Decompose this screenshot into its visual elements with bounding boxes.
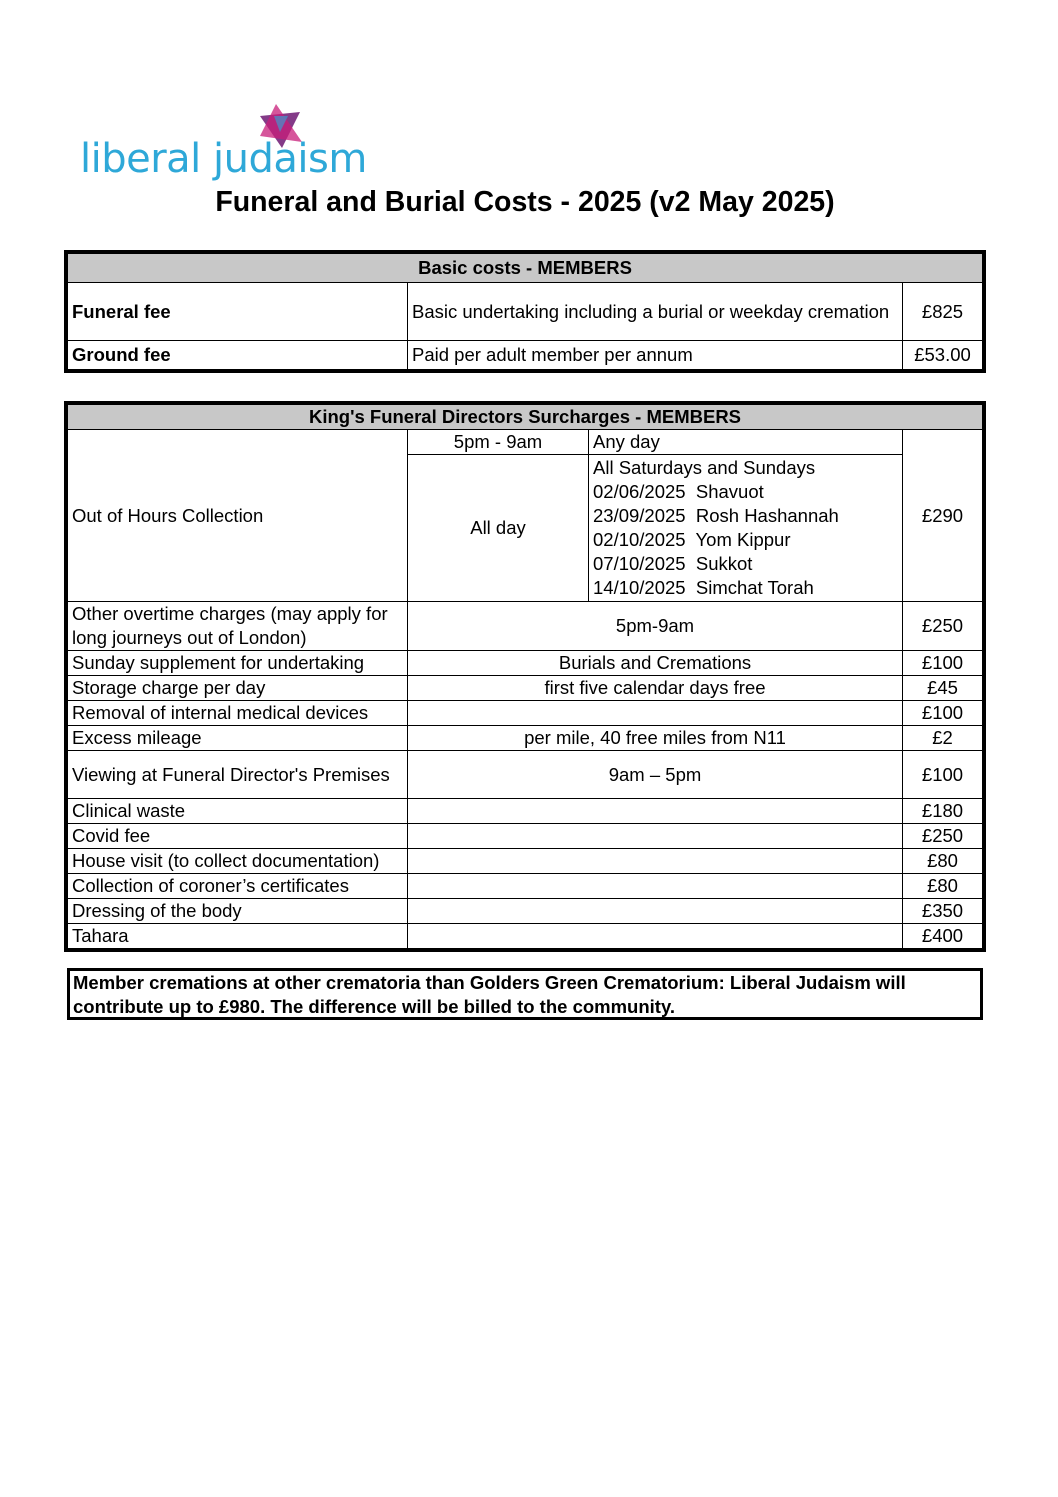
table-row <box>68 726 983 751</box>
table-row <box>68 651 983 676</box>
table-row <box>68 430 983 455</box>
row-price: £250 <box>903 602 983 651</box>
table-row <box>68 824 983 849</box>
table-row <box>68 602 983 651</box>
row-price: £45 <box>903 676 983 701</box>
surcharges-header: King's Funeral Directors Surcharges - MEMBERS <box>68 405 983 430</box>
row-price: £2 <box>903 726 983 751</box>
row-price: £80 <box>903 874 983 899</box>
table-row <box>68 676 983 701</box>
cremation-contribution-note: Member cremations at other crematoria than Golders Green Crematorium: Liberal Judaism will contribute up to £980. The difference will be billed to the community. <box>67 968 983 1020</box>
liberal-judaism-logo <box>80 100 367 185</box>
row-price: £100 <box>903 701 983 726</box>
out-of-hours-time-1: 5pm - 9am <box>408 430 589 455</box>
row-label: Dressing of the body <box>68 899 408 924</box>
row-label: Storage charge per day <box>68 676 408 701</box>
out-of-hours-time-2: All day <box>408 455 589 602</box>
list-item: 02/06/2025 Shavuot <box>593 481 764 502</box>
row-detail: 5pm-9am <box>408 602 903 651</box>
table-row <box>68 924 983 949</box>
out-of-hours-price: £290 <box>903 430 983 602</box>
list-item: 14/10/2025 Simchat Torah <box>593 577 814 598</box>
table-row <box>68 341 983 370</box>
surcharges-table <box>67 404 983 949</box>
row-detail <box>408 701 903 726</box>
table-row <box>68 283 983 341</box>
row-price: £350 <box>903 899 983 924</box>
row-label: Funeral fee <box>68 283 408 341</box>
table-row <box>68 849 983 874</box>
table-row <box>68 899 983 924</box>
row-detail <box>408 874 903 899</box>
row-label: Removal of internal medical devices <box>68 701 408 726</box>
row-label: Clinical waste <box>68 799 408 824</box>
row-label: Sunday supplement for undertaking <box>68 651 408 676</box>
row-price: £180 <box>903 799 983 824</box>
row-detail: 9am – 5pm <box>408 751 903 799</box>
basic-costs-table <box>67 253 983 370</box>
row-description: Paid per adult member per annum <box>408 341 903 370</box>
table-row <box>68 701 983 726</box>
row-price: £80 <box>903 849 983 874</box>
table-row <box>68 799 983 824</box>
row-price: £250 <box>903 824 983 849</box>
out-of-hours-days-1: Any day <box>589 430 903 455</box>
row-detail: first five calendar days free <box>408 676 903 701</box>
row-detail <box>408 924 903 949</box>
logo-wordmark: liberal judaism <box>80 136 367 182</box>
row-label: Ground fee <box>68 341 408 370</box>
table-row <box>68 751 983 799</box>
row-price: £400 <box>903 924 983 949</box>
list-item: 23/09/2025 Rosh Hashannah <box>593 505 839 526</box>
row-label: Tahara <box>68 924 408 949</box>
row-detail: Burials and Cremations <box>408 651 903 676</box>
row-label: Covid fee <box>68 824 408 849</box>
row-price: £100 <box>903 751 983 799</box>
row-detail <box>408 824 903 849</box>
row-price: £100 <box>903 651 983 676</box>
basic-costs-header: Basic costs - MEMBERS <box>68 254 983 283</box>
row-price: £825 <box>903 283 983 341</box>
row-label: Excess mileage <box>68 726 408 751</box>
row-description: Basic undertaking including a burial or weekday cremation <box>408 283 903 341</box>
row-label: Collection of coroner’s certificates <box>68 874 408 899</box>
row-label: Other overtime charges (may apply for long journeys out of London) <box>68 602 408 651</box>
row-label: Viewing at Funeral Director's Premises <box>68 751 408 799</box>
row-detail <box>408 799 903 824</box>
row-detail <box>408 849 903 874</box>
table-row <box>68 874 983 899</box>
list-item: 02/10/2025 Yom Kippur <box>593 529 791 550</box>
list-item: 07/10/2025 Sukkot <box>593 553 753 574</box>
row-detail <box>408 899 903 924</box>
out-of-hours-days-2 <box>589 455 903 602</box>
out-of-hours-label: Out of Hours Collection <box>68 430 408 602</box>
row-detail: per mile, 40 free miles from N11 <box>408 726 903 751</box>
row-price: £53.00 <box>903 341 983 370</box>
page-title: Funeral and Burial Costs - 2025 (v2 May 2025) <box>215 186 835 218</box>
list-item: All Saturdays and Sundays <box>593 457 816 478</box>
row-label: House visit (to collect documentation) <box>68 849 408 874</box>
